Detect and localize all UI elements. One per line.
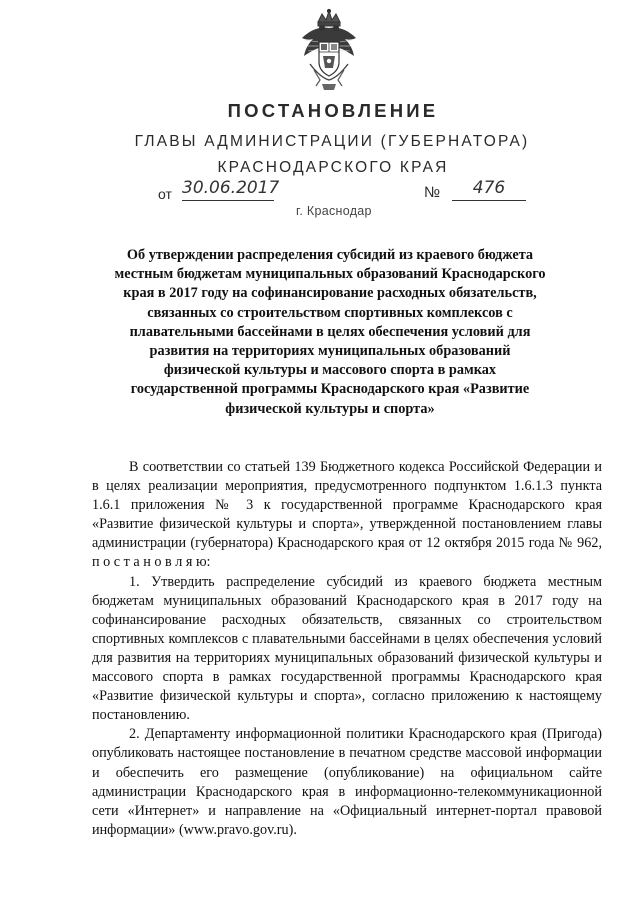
subject-line: физической культуры и спорта»: [225, 400, 435, 417]
intro-paragraph: В соответствии со статьей 139 Бюджетного кодекса Российской Федерации и в целях реализации мероприятия, предусмотренного подпунктом 1.6.1.3 пункта 1.6.1 приложения № 3 к государственной программе Краснодарского края «Развитие физической культуры и спорта», утвержденной постановлением главы администрации (губернатора) Краснодарского края от 12 октября 2015 года № 962, п о с т а н о в л я ю:: [92, 459, 602, 571]
issuer-line-1: ГЛАВЫ АДМИНИСТРАЦИИ (ГУБЕРНАТОРА): [134, 133, 530, 150]
subject-line: связанных со строительством спортивных комплексов с: [147, 304, 513, 321]
item-2-paragraph: 2. Департаменту информационной политики Краснодарского края (Пригода) опубликовать настоящее постановление в печатном средстве массовой информации и обеспечить его размещение (опубликование) на официальном сайте администрации Краснодарского края в информационно-телекоммуникационной сети «Интернет» и направление на «Официальный интернет-портал правовой информации» (www.pravo.gov.ru).: [92, 726, 602, 838]
subject-line: Об утверждении распределения субсидий из краевого бюджета: [126, 247, 534, 263]
item-1-paragraph: 1. Утвердить распределение субсидий из краевого бюджета местным бюджетам муниципальных образований Краснодарского края в 2017 году на софинансирование расходных обязательств, связанных со строительством спортивных комплексов с плавательными бассейнами в целях обеспечения условий для развития на территориях муниципальных образований физической культуры и массового спорта в рамках государственной программы Краснодарского края «Развитие физической культуры и спорта», согласно приложению к настоящему постановлению.: [92, 573, 602, 724]
subject-line: местным бюджетам муниципальных образований Краснодарского: [114, 266, 546, 283]
document-header: [0, 100, 640, 178]
number-prefix: №: [424, 184, 441, 201]
subject-line: физической культуры и массового спорта в рамках: [163, 362, 497, 379]
date-number-row: [0, 176, 640, 204]
document-number: 476: [452, 176, 526, 201]
document-type-title: ПОСТАНОВЛЕНИЕ: [227, 100, 439, 121]
coat-of-arms-emblem: [296, 8, 362, 92]
document-date: 30.06.2017: [182, 176, 274, 201]
subject-line: края в 2017 году на софинансирование расходных обязательств,: [123, 285, 537, 302]
issuer-line-2: КРАСНОДАРСКОГО КРАЯ: [217, 159, 449, 176]
city-name: г. Краснодар: [296, 204, 372, 218]
date-prefix: от: [158, 186, 172, 202]
document-body: [92, 458, 602, 840]
subject-line: развития на территориях муниципальных образований: [149, 343, 511, 360]
document-subject: [100, 246, 560, 419]
subject-line: государственной программы Краснодарского края «Развитие: [130, 381, 530, 398]
subject-line: плавательными бассейнами в целях обеспечения условий для: [129, 323, 531, 340]
